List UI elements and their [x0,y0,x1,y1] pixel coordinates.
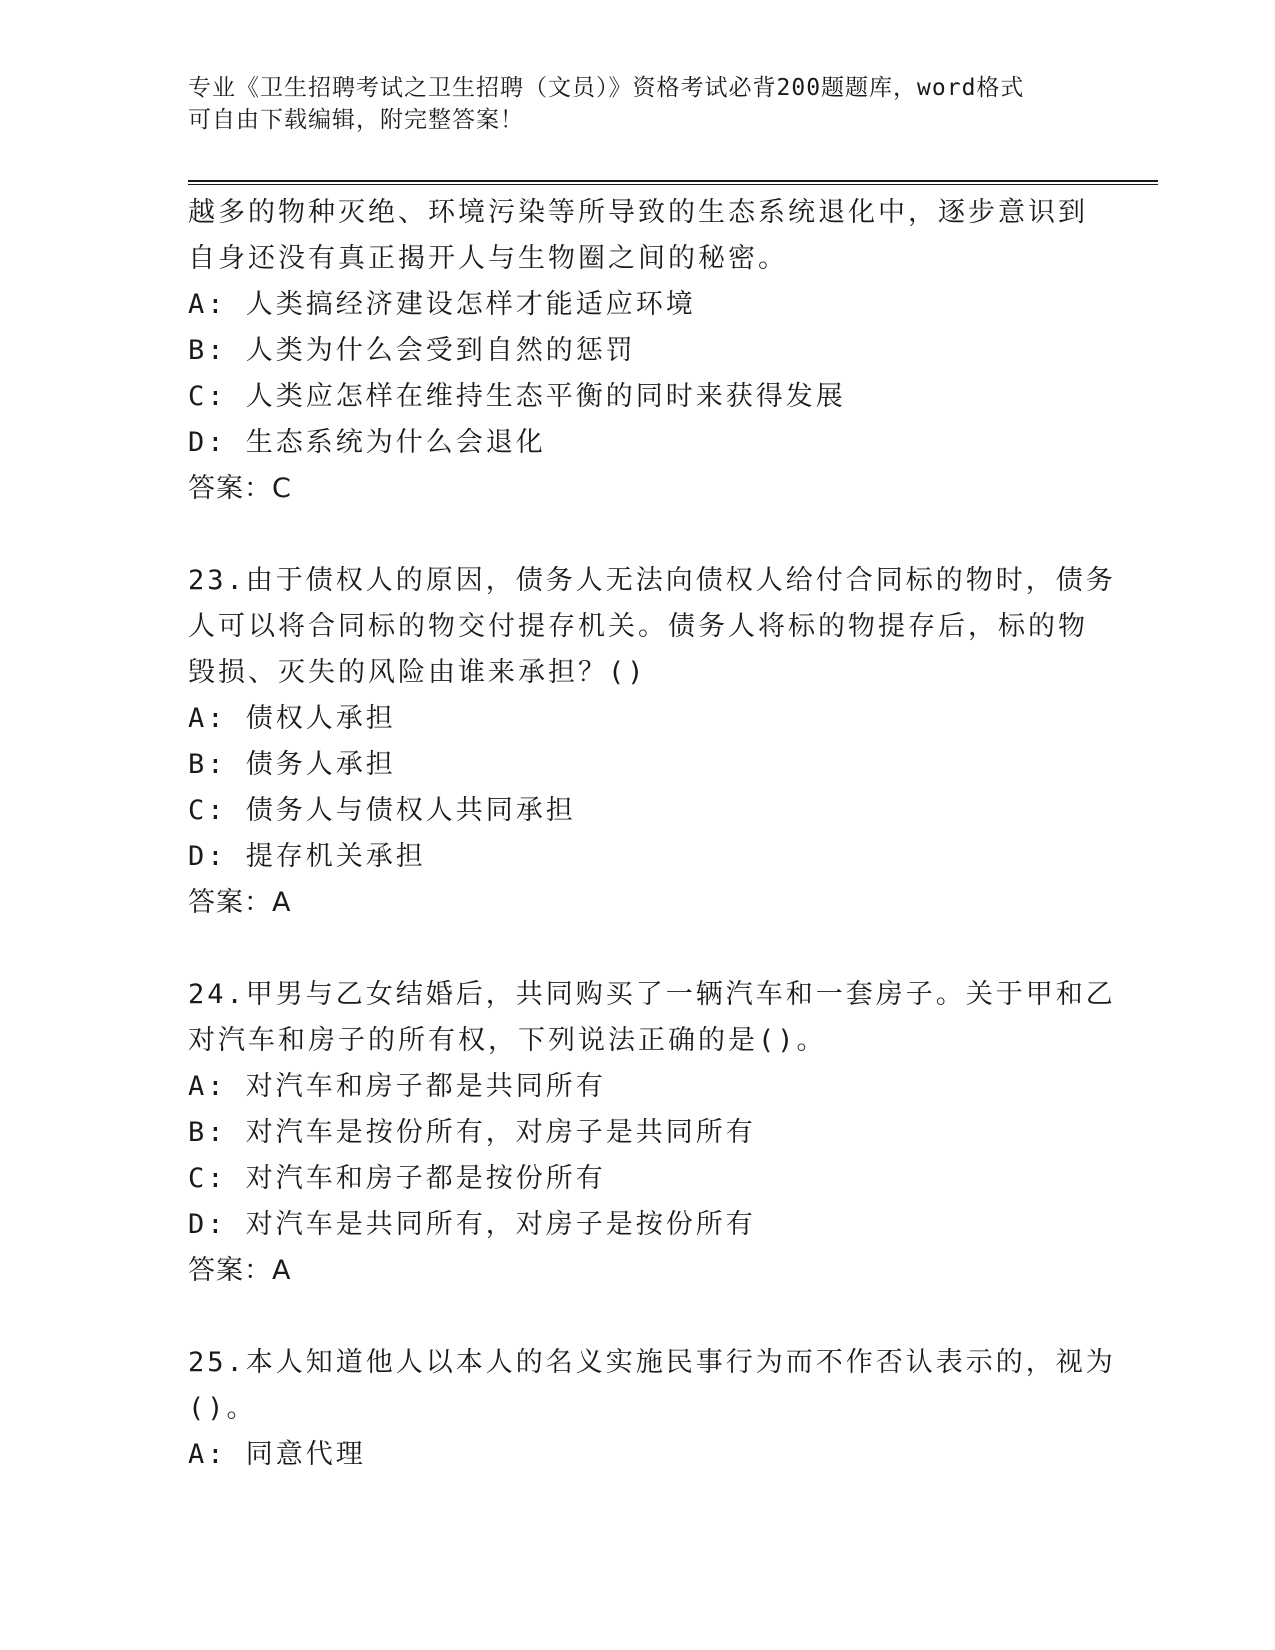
question-25 [188,1340,1116,1478]
option-d: D: 提存机关承担 [188,841,426,872]
header-line-2: 可自由下载编辑，附完整答案！ [188,107,524,133]
option-d: D: 对汽车是共同所有，对房子是按份所有 [188,1209,756,1240]
answer-label: 答案：A [188,887,292,918]
spacer [188,1294,1088,1340]
question-24 [188,972,1116,1294]
spacer [188,512,1088,558]
option-b: B: 对汽车是按份所有，对房子是共同所有 [188,1117,756,1148]
question-text-line: 自身还没有真正揭开人与生物圈之间的秘密。 [188,243,788,274]
option-a: A: 债权人承担 [188,703,396,734]
question-text-line: ()。 [188,1393,257,1424]
option-b: B: 人类为什么会受到自然的惩罚 [188,335,636,366]
header-divider [188,180,1158,185]
question-text-line: 25.本人知道他人以本人的名义实施民事行为而不作否认表示的，视为 [188,1347,1116,1378]
answer-label: 答案：C [188,473,292,504]
question-text-line: 越多的物种灭绝、环境污染等所导致的生态系统退化中，逐步意识到 [188,197,1088,228]
document-header [188,72,1068,136]
question-content [188,190,1116,1478]
option-a: A: 对汽车和房子都是共同所有 [188,1071,606,1102]
header-line-1: 专业《卫生招聘考试之卫生招聘（文员）》资格考试必背200题题库，word格式 [188,75,1025,101]
option-a: A: 同意代理 [188,1439,366,1470]
option-b: B: 债务人承担 [188,749,396,780]
question-text-line: 23.由于债权人的原因，债务人无法向债权人给付合同标的物时，债务 [188,565,1116,596]
option-c: C: 人类应怎样在维持生态平衡的同时来获得发展 [188,381,846,412]
option-c: C: 对汽车和房子都是按份所有 [188,1163,606,1194]
question-23 [188,558,1116,926]
option-d: D: 生态系统为什么会退化 [188,427,546,458]
option-c: C: 债务人与债权人共同承担 [188,795,576,826]
answer-label: 答案：A [188,1255,292,1286]
spacer [188,926,1088,972]
question-text-line: 人可以将合同标的物交付提存机关。债务人将标的物提存后，标的物 [188,611,1088,642]
question-22-tail [188,190,1088,512]
question-text-line: 24.甲男与乙女结婚后，共同购买了一辆汽车和一套房子。关于甲和乙 [188,979,1116,1010]
option-a: A: 人类搞经济建设怎样才能适应环境 [188,289,696,320]
question-text-line: 对汽车和房子的所有权，下列说法正确的是()。 [188,1025,827,1056]
question-text-line: 毁损、灭失的风险由谁来承担？() [188,657,647,688]
